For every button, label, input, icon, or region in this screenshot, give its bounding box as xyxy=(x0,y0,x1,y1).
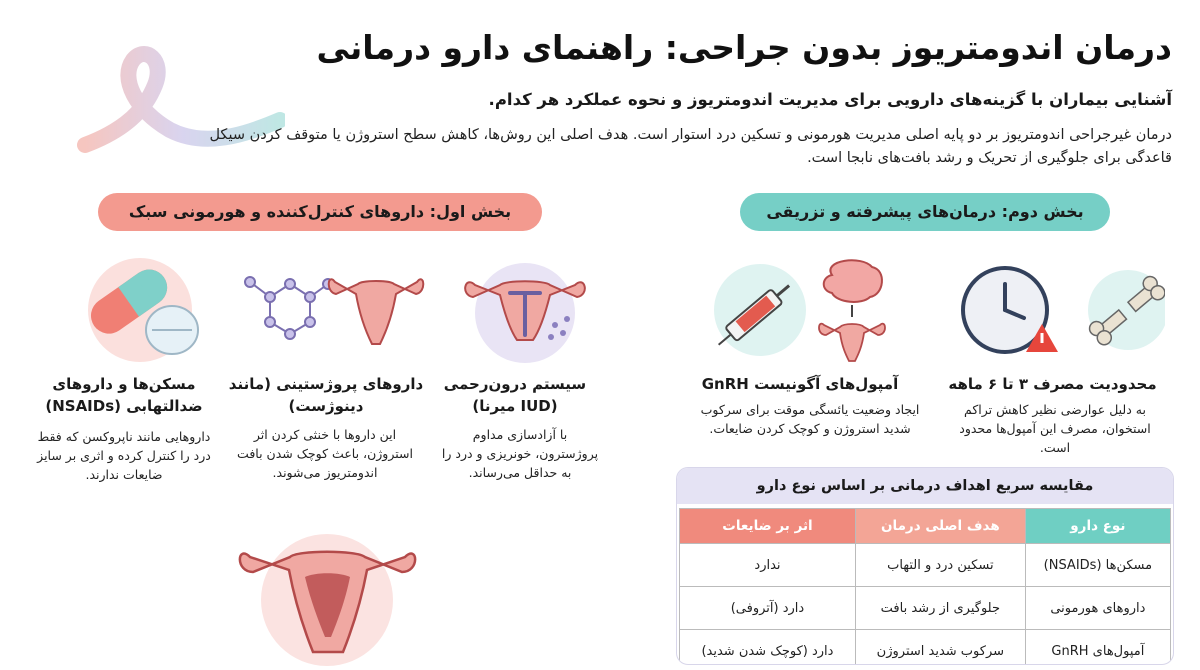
usage-limit-description: به دلیل عوارضی نظیر کاهش تراکم استخوان، مصرف این آمپول‌ها محدود است. xyxy=(959,402,1151,455)
table-cell: جلوگیری از رشد بافت xyxy=(855,587,1025,630)
table-cell: تسکین درد و التهاب xyxy=(855,544,1025,587)
table-cell: آمپول‌های GnRH xyxy=(1025,630,1170,666)
table-cell: ندارد xyxy=(680,544,856,587)
comparison-table-title: مقایسه سریع اهداف درمانی بر اساس نوع دارو xyxy=(677,468,1173,504)
intro-paragraph: درمان غیرجراحی اندومتریوز بر دو پایه اصلی مدیریت هورمونی و تسکین درد استوار است. هدف اصلی این روش‌ها، کاهش سطح استروژن یا متوقف کردن سیکل قاعدگی برای جلوگیری از تحریک و رشد بافت‌های نابجا است. xyxy=(209,127,1172,166)
iud-title: سیستم درون‌رحمی (IUD میرنا) xyxy=(443,375,587,415)
section1-label: بخش اول: داروهای کنترل‌کننده و هورمونی سبک xyxy=(98,193,542,231)
iud-description: با آزادسازی مداوم پروژسترون، خونریزی و درد را به حداقل می‌رساند. xyxy=(441,427,599,480)
molecule-uterus-icon xyxy=(240,262,425,362)
table-cell: داروهای هورمونی xyxy=(1025,587,1170,630)
nsaid-title: مسکن‌ها و داروهای ضدالتهابی (NSAIDs) xyxy=(45,375,203,415)
table-row xyxy=(680,630,1171,666)
clock-bone-warning-icon xyxy=(960,262,1165,362)
syringe-brain-uterus-icon xyxy=(712,255,897,365)
page-title: درمان اندومتریوز بدون جراحی: راهنمای دارو درمانی xyxy=(316,28,1172,67)
uterus-illustration-icon xyxy=(235,522,420,667)
table-row xyxy=(680,587,1171,630)
usage-limit-title: محدودیت مصرف ۳ تا ۶ ماهه xyxy=(948,375,1157,393)
table-cell: دارد (آتروفی) xyxy=(680,587,856,630)
progestin-description: این داروها با خنثی کردن اثر استروژن، باعث کوچک شدن بافت اندومتریوز می‌شوند. xyxy=(237,427,413,480)
table-cell: سرکوب شدید استروژن xyxy=(855,630,1025,666)
table-cell: دارد (کوچک شدن شدید) xyxy=(680,630,856,666)
table-row xyxy=(680,544,1171,587)
gnrh-description: ایجاد وضعیت یائسگی موقت برای سرکوب شدید استروژن و کوچک کردن ضایعات. xyxy=(700,402,920,436)
comparison-table xyxy=(679,508,1171,665)
uterus-iud-icon xyxy=(455,255,595,365)
section2-label: بخش دوم: درمان‌های پیشرفته و تزریقی xyxy=(740,193,1110,231)
table-header-cell: نوع دارو xyxy=(1025,509,1170,544)
table-header-row xyxy=(680,509,1171,544)
gnrh-title: آمپول‌های آگونیست GnRH xyxy=(701,375,899,393)
progestin-title: داروهای پروژستینی (مانند دینوژست) xyxy=(228,375,424,415)
pill-capsule-icon xyxy=(72,255,207,365)
table-header-cell: اثر بر ضایعات xyxy=(680,509,856,544)
page-subtitle: آشنایی بیماران با گزینه‌های دارویی برای مدیریت اندومتریوز و نحوه عملکرد هر کدام. xyxy=(488,90,1172,109)
nsaid-description: داروهایی مانند ناپروکسن که فقط درد را کنترل کرده و اثری بر سایز ضایعات ندارند. xyxy=(37,429,211,482)
comparison-table-card xyxy=(676,467,1174,665)
table-cell: مسکن‌ها (NSAIDs) xyxy=(1025,544,1170,587)
table-header-cell: هدف اصلی درمان xyxy=(855,509,1025,544)
